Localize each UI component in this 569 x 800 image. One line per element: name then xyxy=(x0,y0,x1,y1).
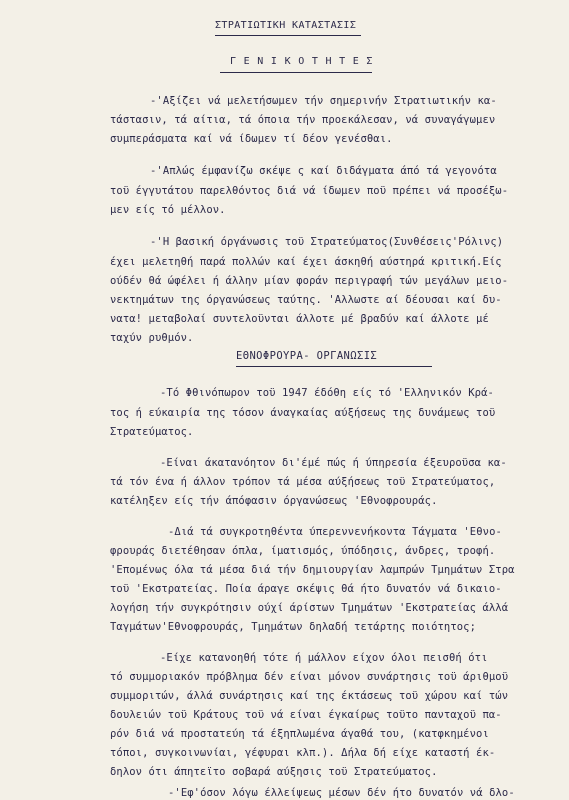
text-line: φρουράς διετέθησαν όπλα, ίματισμός, ύπόδησις, άνδρες, τροφή. xyxy=(110,545,496,557)
section-heading-underline xyxy=(236,366,432,367)
text-line: νατα! μεταβολαί συντελοϋνται άλλοτε μέ βραδύν καί άλλοτε μέ xyxy=(110,313,489,325)
text-line: -Τό Φθινόπωρον τοϋ 1947 έδόθη είς τό 'Ελληνικόν Κρά- xyxy=(160,387,494,399)
text-line: -Διά τά συγκροτηθέντα ύπερεννενήκοντα Τάγματα 'Εθνο- xyxy=(168,526,502,538)
section-title-generalities: Γ Ε Ν Ι Κ Ο Τ Η Τ Ε Σ xyxy=(230,56,374,67)
text-line: -Είναι άκατανόητον δι'έμέ πώς ή ύπηρεσία έξευροϋσα κα- xyxy=(160,457,507,469)
text-line: 'Επομένως όλα τά μέσα διά τήν δημιουργίαν λαμπρών Τμημάτων Στρα xyxy=(110,564,515,576)
text-line: τος ή εύκαιρία της τόσον άναγκαίας αύξήσεως της δυνάμεως τοϋ xyxy=(110,407,496,419)
text-line: ούδέν θά ώφέλει ή άλλην μίαν φοράν περιγραφή τών μεγάλων μειο- xyxy=(110,275,509,287)
text-line: Ταγμάτων'Εθνοφρουράς, Τμημάτων δηλαδή τετάρτης ποιότητος; xyxy=(110,621,477,633)
text-line: συμμοριτών, άλλά συνάρτησις καί της έκτάσεως τοϋ χώρου καί τών xyxy=(110,690,509,702)
text-line: Στρατεύματος. xyxy=(110,426,194,438)
text-line: μεν είς τό μέλλον. xyxy=(110,204,226,216)
text-line: νεκτημάτων της όργανώσεως ταύτης. 'Αλλωστε αί δέουσαι καί δυ- xyxy=(110,294,502,306)
text-line: δουλειών τοϋ Κράτους τοϋ νά είναι έγκαίρως τοϋτο πανταχοϋ πα- xyxy=(110,709,502,721)
section-heading: ΕΘΝΟΦΡΟΥΡΑ- ΟΡΓΑΝΩΣΙΣ xyxy=(236,350,378,362)
text-line: κατέληξεν είς τήν άπόφασιν όργανώσεως 'Εθνοφρουράς. xyxy=(110,495,438,507)
title-underline xyxy=(215,35,361,36)
text-line: τά τόν ένα ή άλλον τρόπον τά μέσα αύξήσεως τοϋ Στρατεύματος, xyxy=(110,476,496,488)
text-line: τάστασιν, τά αίτια, τά όποια τήν προεκάλεσαν, νά συναγάγωμεν xyxy=(110,114,496,126)
text-line: -'Αξίζει νά μελετήσωμεν τήν σημερινήν Στρατιωτικήν κα- xyxy=(150,95,497,107)
text-line: τοϋ έγγυτάτου παρελθόντος διά νά ίδωμεν ποϋ πρέπει νά προσέξω- xyxy=(110,185,509,197)
text-line: δηλον ότι άπητεϊτο σοβαρά αύξησις τοϋ Στρατεύματος. xyxy=(110,766,438,778)
text-line: έχει μελετηθή παρά πολλών καί έχει άσκηθή αύστηρά κριτική.Είς xyxy=(110,256,502,268)
text-line: συμπεράσματα καί νά ίδωμεν τί δέον γενέσθαι. xyxy=(110,133,393,145)
text-line: -Είχε κατανοηθή τότε ή μάλλον είχον όλοι πεισθή ότι xyxy=(160,652,488,664)
document-title: ΣΤΡΑΤΙΩΤΙΚΗ ΚΑΤΑΣΤΑΣΙΣ xyxy=(215,20,357,31)
text-line: τοϋ 'Εκστρατείας. Ποία άραγε σκέψις θά ήτο δυνατόν νά δικαιο- xyxy=(110,583,502,595)
text-line: -'Η βασική όργάνωσις τοϋ Στρατεύματος(Συνθέσεις'Ρόλινς) xyxy=(150,236,504,248)
text-line: -'Εφ'όσον λόγω έλλείψεως μέσων δέν ήτο δυνατόν νά δλο- xyxy=(168,787,515,799)
text-line: -'Απλώς έμφανίζω σκέψε ς καί διδάγματα άπό τά γεγονότα xyxy=(150,165,497,177)
text-line: ταχύν ρυθμόν. xyxy=(110,332,194,344)
subtitle-underline xyxy=(220,72,372,73)
text-line: τό συμμοριακόν πρόβλημα δέν είναι μόνον συνάρτησις τοϋ άριθμοϋ xyxy=(110,671,509,683)
text-line: τόποι, συγκοινωνίαι, γέφυραι κλπ.). Δήλα δή είχε καταστή έκ- xyxy=(110,747,496,759)
text-line: ρόν διά νά προστατεύη τά έξηπλωμένα άγαθά του, (κατφκημένοι xyxy=(110,728,489,740)
text-line: λογήση τήν συγκρότησιν ούχί άρίστων Τμημάτων 'Εκστρατείας άλλά xyxy=(110,602,509,614)
